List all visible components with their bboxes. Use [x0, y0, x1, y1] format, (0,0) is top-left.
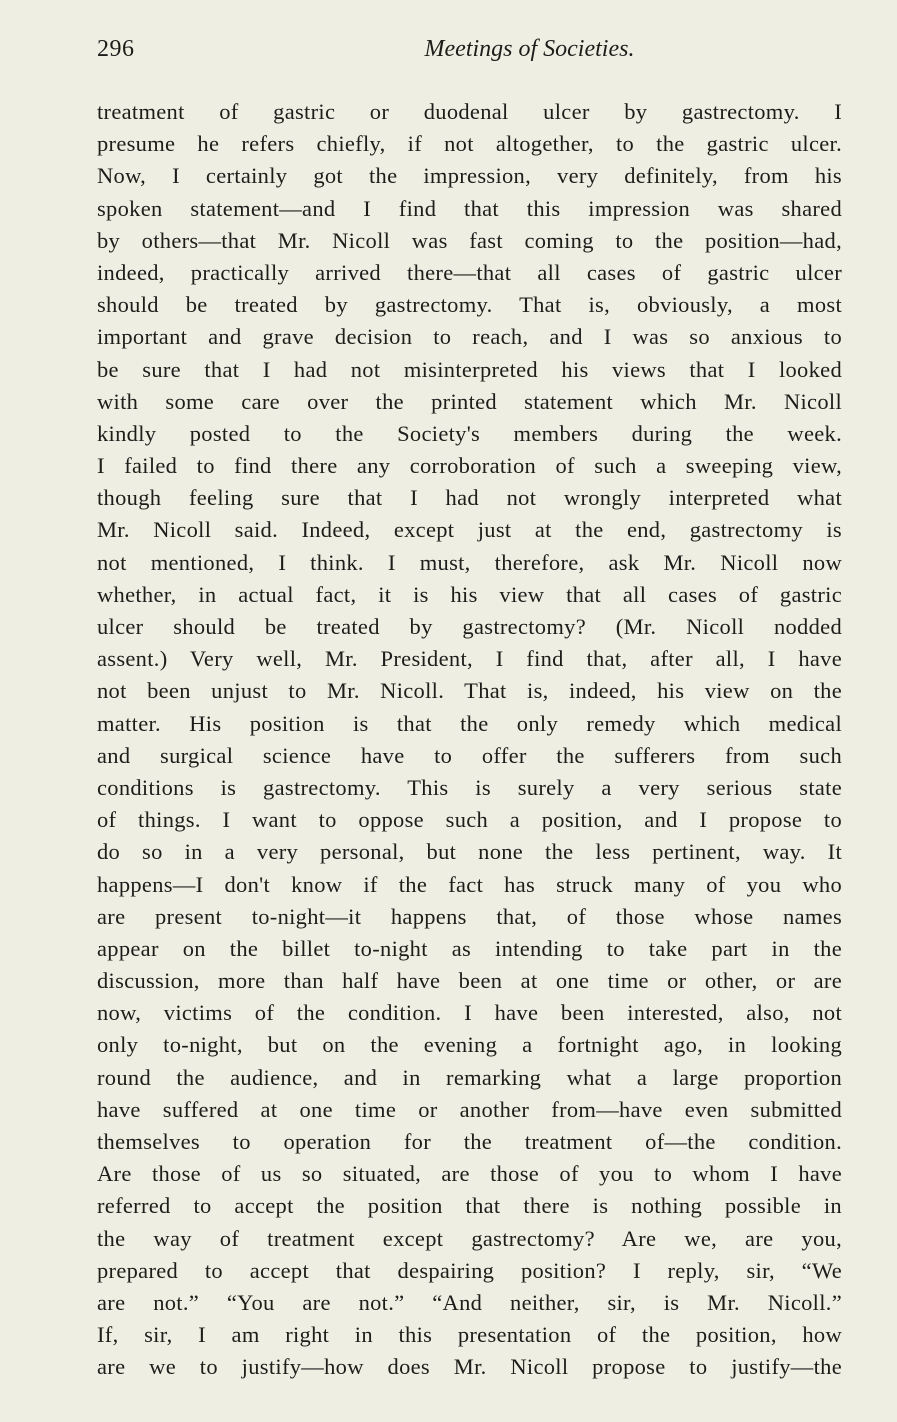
text-line: referred to accept the position that there is nothing possible in: [97, 1193, 842, 1219]
text-line: have suffered at one time or another from—have even submitted: [97, 1096, 842, 1122]
text-line: by others—that Mr. Nicoll was fast coming to the position—had,: [97, 227, 842, 253]
text-line: appear on the billet to-night as intending to take part in the: [97, 935, 842, 961]
text-line: not mentioned, I think. I must, therefore, ask Mr. Nicoll now: [97, 549, 842, 575]
text-line: be sure that I had not misinterpreted his views that I looked: [97, 356, 842, 382]
text-line: kindly posted to the Society's members during the week.: [97, 420, 842, 446]
text-line: happens—I don't know if the fact has struck many of you who: [97, 871, 842, 897]
text-line: do so in a very personal, but none the less pertinent, way. It: [97, 839, 842, 865]
text-line: of things. I want to oppose such a position, and I propose to: [97, 807, 842, 833]
running-head: [97, 36, 842, 68]
text-line: are not.” “You are not.” “And neither, sir, is Mr. Nicoll.”: [97, 1289, 842, 1315]
text-line: presume he refers chiefly, if not altogether, to the gastric ulcer.: [97, 131, 842, 157]
text-line: though feeling sure that I had not wrongly interpreted what: [97, 485, 842, 511]
text-line: themselves to operation for the treatment of—the condition.: [97, 1129, 842, 1154]
text-line: conditions is gastrectomy. This is surely a very serious state: [97, 774, 842, 800]
text-line: indeed, practically arrived there—that all cases of gastric ulcer: [97, 259, 842, 285]
text-line: spoken statement—and I find that this impression was shared: [97, 195, 842, 221]
text-line: are we to justify—how does Mr. Nicoll propose to justify—the: [97, 1354, 842, 1380]
text-line: with some care over the printed statement which Mr. Nicoll: [97, 388, 842, 414]
text-line: whether, in actual fact, it is his view that all cases of gastric: [97, 581, 842, 607]
text-line: I failed to find there any corroboration of such a sweeping view,: [97, 453, 842, 479]
text-line: important and grave decision to reach, and I was so anxious to: [97, 324, 842, 350]
running-title: Meetings of Societies.: [424, 36, 635, 62]
page-number: 296: [97, 36, 135, 62]
text-line: should be treated by gastrectomy. That is, obviously, a most: [97, 292, 842, 318]
text-line: Now, I certainly got the impression, very definitely, from his: [97, 163, 842, 189]
text-line: assent.) Very well, Mr. President, I find that, after all, I have: [97, 646, 842, 672]
text-line: round the audience, and in remarking what a large proportion: [97, 1064, 842, 1090]
text-line: only to-night, but on the evening a fortnight ago, in looking: [97, 1032, 842, 1058]
body-text: [97, 96, 842, 1384]
text-line: not been unjust to Mr. Nicoll. That is, indeed, his view on the: [97, 678, 842, 704]
text-line: matter. His position is that the only remedy which medical: [97, 710, 842, 736]
text-line: Are those of us so situated, are those of you to whom I have: [97, 1161, 842, 1187]
text-line: ulcer should be treated by gastrectomy? (Mr. Nicoll nodded: [97, 614, 842, 639]
text-line: Mr. Nicoll said. Indeed, except just at the end, gastrectomy is: [97, 517, 842, 543]
text-line: If, sir, I am right in this presentation of the position, how: [97, 1322, 842, 1348]
text-line: are present to-night—it happens that, of those whose names: [97, 903, 842, 929]
text-line: discussion, more than half have been at one time or other, or are: [97, 968, 842, 994]
text-line: the way of treatment except gastrectomy? Are we, are you,: [97, 1225, 842, 1251]
text-line: treatment of gastric or duodenal ulcer by gastrectomy. I: [97, 99, 842, 124]
text-line: now, victims of the condition. I have been interested, also, not: [97, 1000, 842, 1026]
text-line: and surgical science have to offer the sufferers from such: [97, 742, 842, 768]
text-line: prepared to accept that despairing position? I reply, sir, “We: [97, 1257, 842, 1283]
